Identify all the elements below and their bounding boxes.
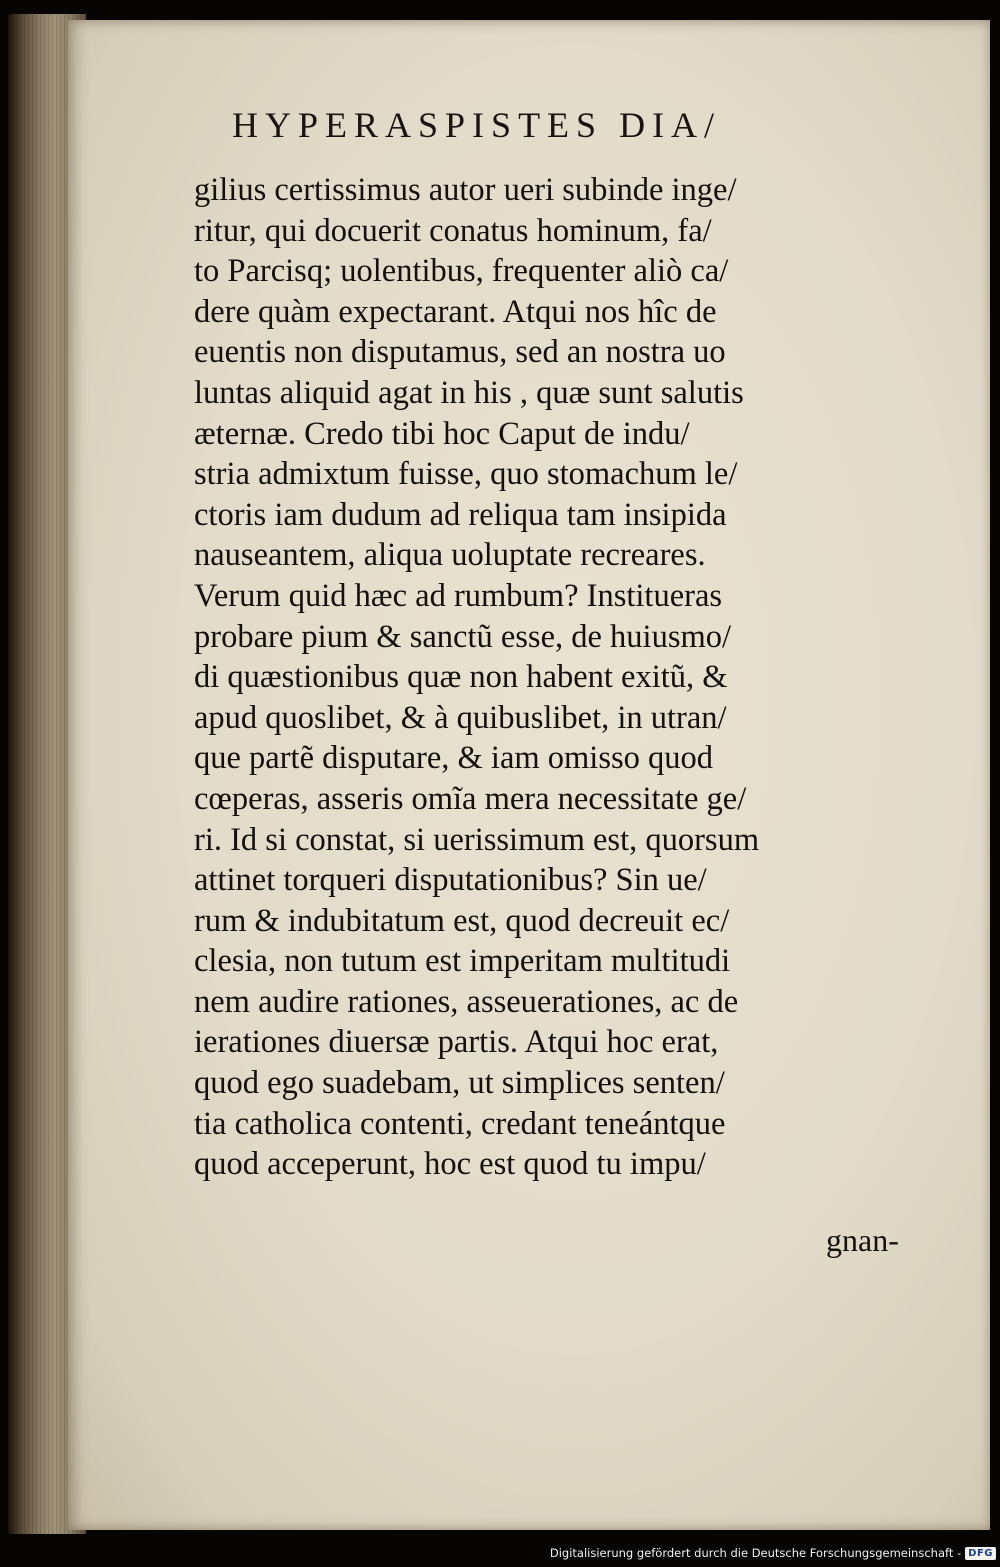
text-line: quod ego suadebam, ut simplices senten/ — [194, 1065, 725, 1102]
text-line: nauseantem, aliqua uoluptate recreares. — [194, 537, 706, 574]
catchword: gnan- — [826, 1222, 899, 1258]
text-line: di quæstionibus quæ non habent exitũ, & — [194, 659, 728, 696]
text-line: cœperas, asseris omĩa mera necessitate ge/ — [194, 780, 747, 817]
text-line: euentis non disputamus, sed an nostra uo — [194, 334, 726, 371]
text-line: to Parcisq; uolentibus, frequenter aliò ca/ — [194, 253, 729, 290]
text-line: attinet torqueri disputationibus? Sin ue/ — [194, 862, 707, 899]
text-line: ri. Id si constat, si uerissimum est, quorsum — [194, 821, 760, 858]
digitization-credit — [550, 1543, 996, 1563]
text-line: luntas aliquid agat in his , quæ sunt salutis — [194, 374, 744, 411]
text-line: stria admixtum fuisse, quo stomachum le/ — [194, 456, 738, 493]
text-line: gilius certissimus autor ueri subinde inge/ — [194, 172, 737, 208]
text-line: nem audire rationes, asseuerationes, ac de — [194, 983, 739, 1020]
text-line: tia catholica contenti, credant teneántque — [194, 1105, 726, 1142]
running-header: HYPERASPISTES DIA/ — [232, 105, 722, 145]
text-line: clesia, non tutum est imperitam multitudi — [194, 943, 731, 980]
dfg-logo: DFG — [965, 1547, 996, 1560]
text-line: que partẽ disputare, & iam omisso quod — [194, 740, 714, 777]
text-line: probare pium & sanctũ esse, de huiusmo/ — [194, 618, 732, 655]
text-line: Verum quid hæc ad rumbum? Institueras — [194, 577, 723, 614]
text-line: ritur, qui docuerit conatus hominum, fa/ — [194, 212, 712, 249]
body-text — [194, 170, 914, 1185]
text-line: quod acceperunt, hoc est quod tu impu/ — [194, 1146, 706, 1183]
text-line: æternæ. Credo tibi hoc Caput de indu/ — [194, 415, 690, 452]
text-line: ctoris iam dudum ad reliqua tam insipida — [194, 496, 727, 533]
credit-text: Digitalisierung gefördert durch die Deutsche Forschungsgemeinschaft - — [549, 1546, 962, 1560]
text-line: ierationes diuersæ partis. Atqui hoc erat, — [194, 1024, 719, 1061]
text-line: dere quàm expectarant. Atqui nos hîc de — [194, 293, 717, 330]
text-line: apud quoslibet, & à quibuslibet, in utran/ — [194, 699, 727, 736]
text-line: rum & indubitatum est, quod decreuit ec/ — [194, 902, 730, 939]
